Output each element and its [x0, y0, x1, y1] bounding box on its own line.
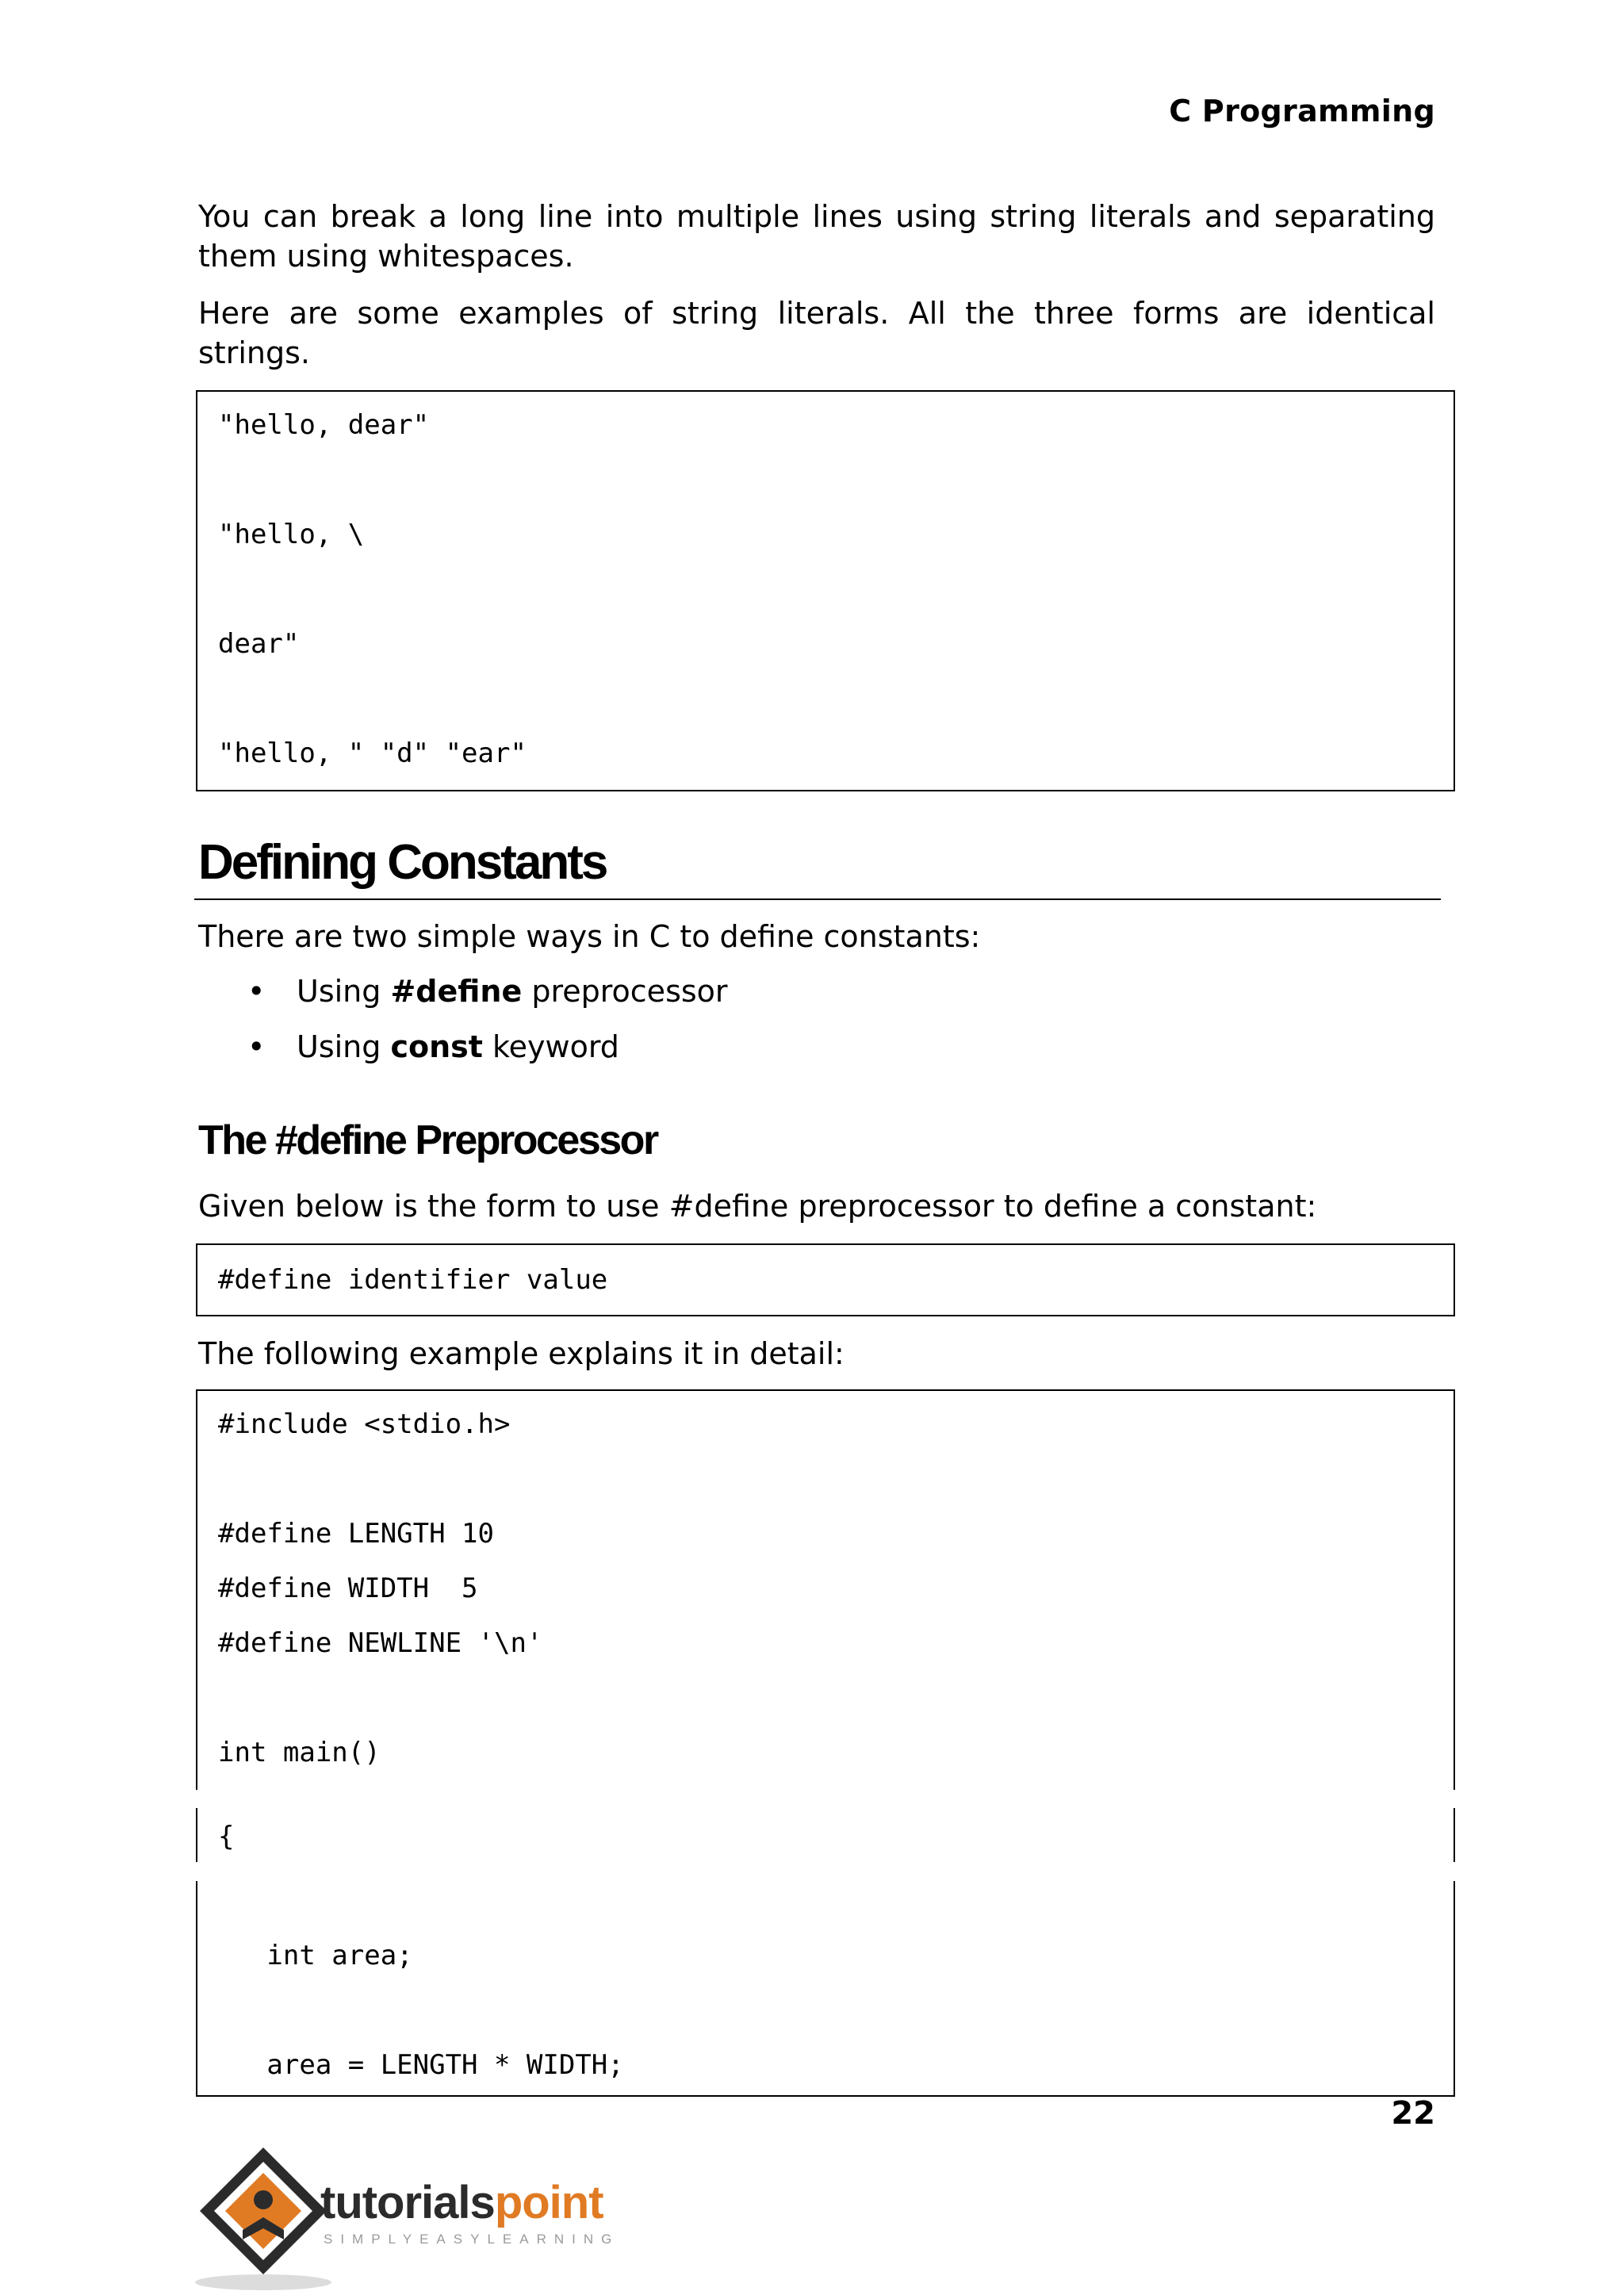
- code-line: {: [218, 1821, 235, 1852]
- page-number: 22: [1391, 2095, 1435, 2132]
- subsection-heading: The #define Preprocessor: [198, 1117, 657, 1163]
- code-line: int main(): [218, 1737, 381, 1768]
- code-line: int area;: [218, 1940, 413, 1971]
- code-line: "hello, " "d" "ear": [218, 738, 527, 769]
- code-line: #include <stdio.h>: [218, 1408, 511, 1440]
- logo-tagline: SIMPLYEASYLEARNING: [324, 2232, 620, 2247]
- paragraph: Here are some examples of string literals. All the three forms are identical strings.: [198, 296, 1435, 370]
- code-block-define-form: [196, 1243, 1455, 1316]
- code-block-example-segment: [196, 1881, 1455, 2097]
- code-line: area = LENGTH * WIDTH;: [218, 2049, 624, 2081]
- paragraph: There are two simple ways in C to define constants:: [198, 919, 981, 954]
- code-block-example-segment: [196, 1808, 1455, 1862]
- bullet-item: Using const keyword: [297, 1029, 619, 1064]
- bullet-marker: •: [247, 1029, 266, 1064]
- paragraph: The following example explains it in detail:: [198, 1336, 845, 1371]
- code-line: #define identifier value: [218, 1264, 608, 1296]
- code-line: #define NEWLINE '\n': [218, 1627, 543, 1659]
- paragraph: You can break a long line into multiple lines using string literals and separating them using whitespaces.: [198, 199, 1435, 274]
- bullet-item: Using #define preprocessor: [297, 974, 728, 1009]
- code-block-example: [196, 1389, 1455, 1790]
- running-header: C Programming: [1169, 94, 1435, 128]
- section-heading: Defining Constants: [198, 835, 607, 890]
- logo-wordmark: tutorialspoint: [320, 2177, 603, 2228]
- code-line: "hello, dear": [218, 409, 430, 441]
- tutorialspoint-logo: [193, 2141, 638, 2292]
- paragraph: Given below is the form to use #define preprocessor to define a constant:: [198, 1189, 1317, 1224]
- heading-rule: [194, 898, 1441, 900]
- code-line: "hello, \: [218, 519, 365, 550]
- code-line: dear": [218, 628, 300, 660]
- code-block-string-literals: [196, 390, 1455, 791]
- code-line: #define LENGTH 10: [218, 1518, 494, 1550]
- code-line: #define WIDTH 5: [218, 1573, 478, 1604]
- bullet-marker: •: [247, 974, 266, 1009]
